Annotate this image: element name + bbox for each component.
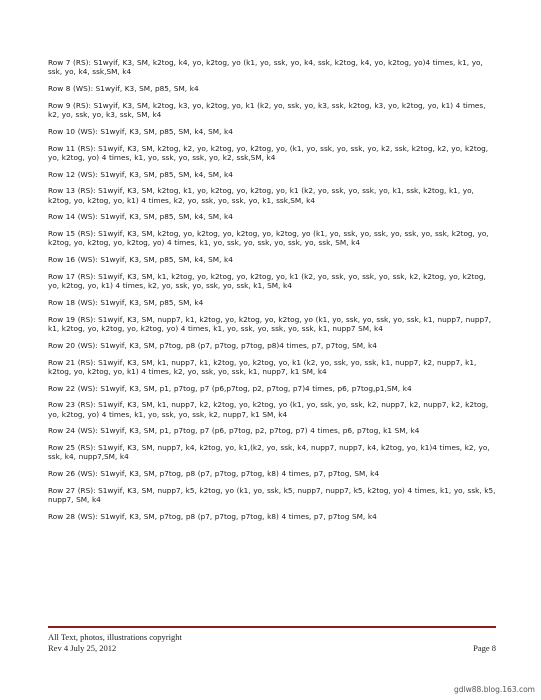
- watermark: gdlw88.blog.163.com: [454, 685, 535, 694]
- pattern-row: Row 8 (WS): S1wyif, K3, SM, p85, SM, k4: [48, 84, 199, 93]
- copyright-notice: All Text, photos, illustrations copyright: [48, 632, 182, 642]
- revision-date: Rev 4 July 25, 2012: [48, 643, 117, 653]
- pattern-row: Row 23 (RS): S1wyif, K3, SM, k1, nupp7, k2, k2tog, yo, k2tog, yo (k1, yo, ssk, yo, ssk, k2, nupp7, k2, nupp7, k2, k2tog, yo, k2tog, yo) 4 times, k1, yo, ssk, yo, ssk, k2, nupp7, k1 SM, k4: [48, 400, 489, 419]
- pattern-row: Row 25 (RS): S1wyif, K3, SM, nupp7, k4, k2tog, yo, k1,(k2, yo, ssk, k4, nupp7, nupp7, k4, k2tog, yo, k1)4 times, k2, yo, ssk, k4, nupp7,SM, k4: [48, 443, 490, 462]
- pattern-row: Row 16 (WS): S1wyif, K3, SM, p85, SM, k4, SM, k4: [48, 255, 233, 265]
- pattern-row: Row 15 (RS): S1wyif, K3, SM, k2tog, yo, k2tog, yo, k2tog, yo, k2tog, yo (k1, yo, ssk, yo, ssk, yo, ssk, yo, ssk, k2tog, yo, k2tog, yo, k2tog, yo, k2tog, yo) 4 times, k1, yo, ssk, yo, ssk, yo, ssk, yo, ssk, SM, k4: [48, 229, 489, 248]
- pattern-row: Row 17 (RS): S1wyif, K3, SM, k1, k2tog, yo, k2tog, yo, k2tog, yo, k1 (k2, yo, ssk, yo, ssk, yo, ssk, k2, k2tog, yo, k2tog, yo, k2tog, yo, k1) 4 times, k2, yo, ssk, yo, ssk, yo, ssk, k1, SM, k4: [48, 271, 486, 291]
- pattern-row: Row 9 (RS): S1wyif, K3, SM, k2tog, k3, yo, k2tog, yo, k1 (k2, yo, ssk, yo, k3, ssk, k2tog, k3, yo, k2tog, yo, k1) 4 times, k2, yo, ssk, yo, k3, ssk, SM, k4: [48, 100, 486, 119]
- pattern-row: Row 10 (WS): S1wyif, K3, SM, p85, SM, k4, SM, k4: [48, 126, 233, 136]
- pattern-instructions: [48, 58, 496, 529]
- pattern-row: Row 26 (WS): S1wyif, K3, SM, p7tog, p8 (p7, p7tog, p7tog, k8) 4 times, p7, p7tog, SM, k4: [48, 469, 380, 479]
- page-number: Page 8: [473, 643, 496, 653]
- pattern-row: Row 22 (WS): S1wyif, K3, SM, p1, p7tog, p7 (p6,p7tog, p2, p7tog, p7)4 times, p6, p7tog,p1,SM, k4: [48, 383, 412, 393]
- footer-left: [48, 632, 182, 654]
- pattern-row: Row 21 (RS): S1wyif, K3, SM, k1, nupp7, k1, k2tog, yo, k2tog, yo, k1 (k2, yo, ssk, yo, ssk, k1, nupp7, k2, nupp7, k1, k2tog, yo, k2tog, yo, k1) 4 times, k2, yo, ssk, yo, ssk, k1, nupp7, k1 SM, k4: [48, 357, 477, 376]
- pattern-row: Row 24 (WS): S1wyif, K3, SM, p1, p7tog, p7 (p6, p7tog, p2, p7tog, p7) 4 times, p6, p7tog, k1 SM, k4: [48, 426, 420, 436]
- footer-divider: [48, 626, 496, 628]
- pattern-row: Row 13 (RS): S1wyif, K3, SM, k2tog, k1, yo, k2tog, yo, k2tog, yo, k1 (k2, yo, ssk, yo, ssk, yo, k1, ssk, k2tog, k1, yo, k2tog, yo, k2tog, yo, k1) 4 times, k2, yo, ssk, yo, ssk, yo, k1, ssk,SM, k4: [48, 186, 474, 205]
- pattern-row: Row 18 (WS): S1wyif, K3, SM, p85, SM, k4: [48, 297, 204, 307]
- pattern-row: Row 7 (RS): S1wyif, K3, SM, k2tog, k4, yo, k2tog, yo (k1, yo, ssk, yo, k4, ssk, k2tog, k4, yo, k2tog, yo)4 times, k1, yo, ssk, yo, k4, ssk,SM, k4: [48, 58, 483, 77]
- pattern-row: Row 12 (WS): S1wyif, K3, SM, p85, SM, k4, SM, k4: [48, 169, 233, 179]
- pattern-row: Row 28 (WS): S1wyif, K3, SM, p7tog, p8 (p7, p7tog, p7tog, k8) 4 times, p7, p7tog SM, k4: [48, 511, 377, 521]
- pattern-row: Row 14 (WS): S1wyif, K3, SM, p85, SM, k4, SM, k4: [48, 212, 233, 222]
- pattern-row: Row 27 (RS): S1wyif, K3, SM, nupp7, k5, k2tog, yo (k1, yo, ssk, k5, nupp7, nupp7, k5, k2tog, yo) 4 times, k1, yo, ssk, k5, nupp7, SM, k4: [48, 485, 496, 505]
- pattern-row: Row 19 (RS): S1wyif, K3, SM, nupp7, k1, k2tog, yo, k2tog, yo, k2tog, yo (k1, yo, ssk, yo, ssk, yo, ssk, k1, nupp7, nupp7, k1, k2tog, yo, k2tog, yo, k2tog, yo) 4 times, k1, yo, ssk, yo, ssk, yo, ssk, k1, nupp7 SM, k4: [48, 314, 492, 333]
- pattern-row: Row 20 (WS): S1wyif, K3, SM, p7tog, p8 (p7, p7tog, p7tog, p8)4 times, p7, p7tog, SM, k4: [48, 340, 377, 350]
- pattern-row: Row 11 (RS): S1wyif, K3, SM, k2tog, k2, yo, k2tog, yo, k2tog, yo, (k1, yo, ssk, yo, ssk, yo, k2, ssk, k2tog, k2, yo, k2tog, yo, k2tog, yo) 4 times, k1, yo, ssk, yo, ssk, yo, k2, ssk,SM, k4: [48, 143, 489, 162]
